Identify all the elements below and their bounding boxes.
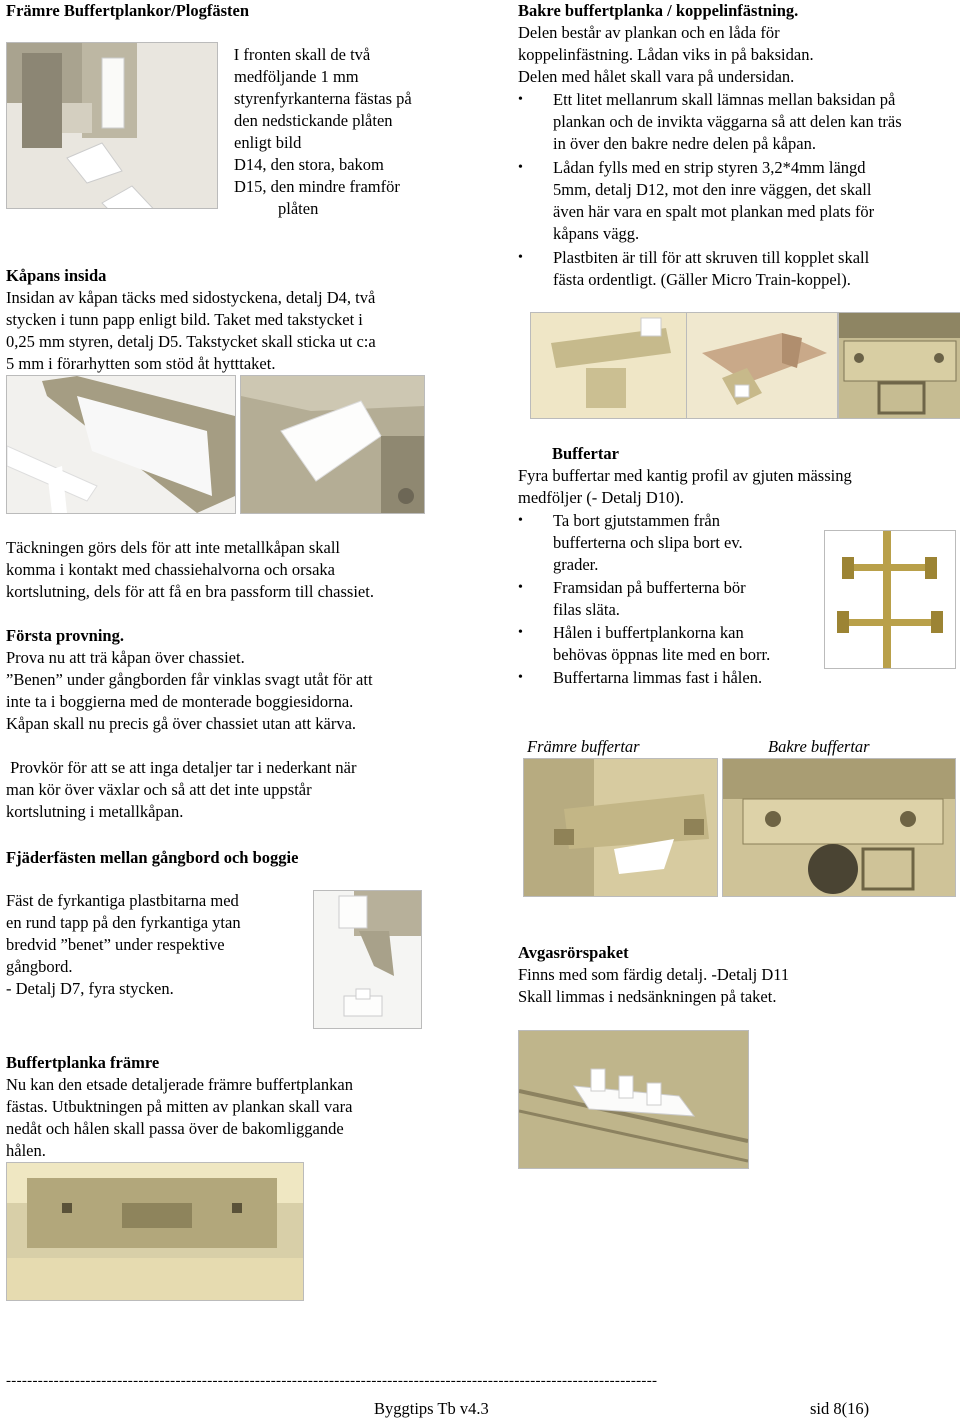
section-title-front-buffer: Främre Buffertplankor/Plogfästen (6, 1, 250, 20)
text-line: Kåpan skall nu precis gå över chassiet utan att kärva. (6, 714, 357, 733)
rear-plank-bullet-list (518, 89, 960, 291)
footer-page-number: sid 8(16) (810, 1399, 870, 1418)
text-line: Skall limmas i nedsänkningen på taket. (518, 987, 777, 1006)
text-line: medföljer (- Detalj D10). (518, 488, 684, 507)
footer-doc-title: Byggtips Tb v4.3 (374, 1399, 489, 1418)
caption-line: enligt bild (234, 133, 302, 152)
text-line: Nu kan den etsade detaljerade främre buffertplankan (6, 1075, 353, 1094)
list-item (518, 667, 818, 689)
text-line: • Ett litet mellanrum skall lämnas mellan baksidan på (553, 90, 896, 109)
section-title-hood-inside: Kåpans insida (6, 266, 107, 285)
photo-front-plow-mount (6, 42, 218, 209)
photo-rear-plank-flat (530, 312, 687, 419)
text-line: • Plastbiten är till för att skruven till kopplet skall (553, 248, 870, 267)
text-line: Fyra buffertar med kantig profil av gjuten mässing (518, 466, 852, 485)
text-line: Insidan av kåpan täcks med sidostyckena, detalj D4, två (6, 288, 376, 307)
text-line: Finns med som färdig detalj. -Detalj D11 (518, 965, 790, 984)
text-line: • Buffertarna limmas fast i hålen. (553, 668, 763, 687)
photo-hood-side-pieces (6, 375, 236, 514)
text-line: fästa ordentligt. (Gäller Micro Train-koppel). (553, 270, 851, 289)
list-item (518, 89, 960, 155)
text-line: kortslutning, dels för att få en bra passform till chassiet. (6, 582, 374, 601)
text-line: • Hålen i buffertplankorna kan (553, 623, 744, 642)
text-line: en rund tapp på den fyrkantiga ytan (6, 913, 241, 932)
text-line: Prova nu att trä kåpan över chassiet. (6, 648, 245, 667)
section-title-front-buffer-plank: Buffertplanka främre (6, 1053, 160, 1072)
text-line: koppelinfästning. Lådan viks in på baksidan. (518, 45, 814, 64)
section-rear-buffer-plank (518, 0, 960, 291)
text-line: - Detalj D7, fyra stycken. (6, 979, 174, 998)
text-line: Delen med hålet skall vara på undersidan. (518, 67, 795, 86)
section-first-test (6, 625, 466, 823)
text-line: filas släta. (553, 600, 620, 619)
text-line: plankan och de invikta väggarna så att delen kan träs (553, 112, 902, 131)
caption-line: D14, den stora, bakom (234, 155, 384, 174)
text-line: 5 mm i förarhytten som stöd åt hytttaket. (6, 354, 276, 373)
caption-line: plåten (278, 199, 319, 218)
caption-line: I fronten skall de två (233, 45, 371, 64)
text-line: komma i kontakt med chassiehalvorna och orsaka (6, 560, 335, 579)
list-item (518, 577, 818, 621)
section-exhaust (518, 942, 960, 1008)
text-line: ”Benen” under gångborden får vinklas svagt utåt för att (6, 670, 373, 689)
photo-front-buffer-plank (6, 1162, 304, 1301)
text-line: in över den bakre nedre delen på kåpan. (553, 134, 816, 153)
text-line: kortslutning i metallkåpan. (6, 802, 184, 821)
text-line: nedåt och hålen skall passa över de bakomliggande (6, 1119, 344, 1138)
text-line: även här vara en spalt mot plankan med plats för (553, 202, 875, 221)
list-item (518, 157, 960, 245)
section-front-buffer-plank (6, 1052, 466, 1162)
text-line: kåpans vägg. (553, 224, 640, 243)
text-line: Provkör för att se att inga detaljer tar i nederkant när (6, 758, 357, 777)
text-line: bufferterna och slipa bort ev. (553, 533, 743, 552)
list-item (518, 622, 818, 666)
text-line: Täckningen görs dels för att inte metallkåpan skall (6, 538, 341, 557)
text-line: 0,25 mm styren, detalj D5. Takstycket skall sticka ut c:a (6, 332, 376, 351)
buffers-bullet-list (518, 510, 818, 689)
text-line: stycken i tunn papp enligt bild. Taket med takstycket i (6, 310, 363, 329)
caption-line: D15, den mindre framför (234, 177, 400, 196)
text-line: • Lådan fylls med en strip styren 3,2*4mm längd (553, 158, 866, 177)
section-spring-mounts (6, 890, 306, 1000)
photo-front-buffers-mounted (523, 758, 718, 897)
photo-rear-buffers-mounted (722, 758, 956, 897)
photo-rear-plank-mounted (838, 312, 960, 419)
photo-exhaust-package (518, 1030, 749, 1169)
text-line: Delen består av plankan och en låda för (518, 23, 780, 42)
photo-spring-mount-pieces (313, 890, 422, 1029)
caption-line: den nedstickande plåten (234, 111, 393, 130)
text-line: bredvid ”benet” under respektive (6, 935, 225, 954)
caption-rear-buffers: Bakre buffertar (768, 737, 870, 756)
list-item (518, 247, 960, 291)
list-item (518, 510, 818, 576)
text-line: behövas öppnas lite med en borr. (553, 645, 771, 664)
text-line: man kör över växlar och så att det inte uppstår (6, 780, 312, 799)
caption-front-buffers: Främre buffertar (527, 737, 640, 756)
text-line: inte ta i boggierna med de monterade boggiesidorna. (6, 692, 354, 711)
section-covering (6, 537, 466, 603)
section-title-first-test: Första provning. (6, 626, 124, 645)
section-title-spring-mounts: Fjäderfästen mellan gångbord och boggie (6, 848, 299, 867)
section-title-buffers: Buffertar (552, 444, 619, 463)
text-line: 5mm, detalj D12, mot den inre väggen, det skall (553, 180, 872, 199)
text-line: Fäst de fyrkantiga plastbitarna med (6, 891, 239, 910)
photo-buffer-castings (824, 530, 956, 669)
section-hood-inside (6, 265, 466, 375)
footer-rule: --------------------------------------------------------------------------------------------------------------------------- (6, 1373, 658, 1389)
caption-line: styrenfyrkanterna fästas på (234, 89, 412, 108)
caption-line: medföljande 1 mm (234, 67, 359, 86)
text-line: • Ta bort gjutstammen från (553, 511, 721, 530)
text-line: • Framsidan på bufferterna bör (553, 578, 746, 597)
photo-rear-plank-folded (686, 312, 838, 419)
text-line: fästas. Utbuktningen på mitten av plankan skall vara (6, 1097, 353, 1116)
text-line: gångbord. (6, 957, 73, 976)
section-title-exhaust: Avgasrörspaket (518, 943, 629, 962)
photo-roof-piece (240, 375, 425, 514)
text-line: grader. (553, 555, 599, 574)
section-title-rear-buffer-plank: Bakre buffertplanka / koppelinfästning. (518, 1, 799, 20)
text-line: hålen. (6, 1141, 46, 1160)
caption-front-plow-body (234, 44, 454, 220)
